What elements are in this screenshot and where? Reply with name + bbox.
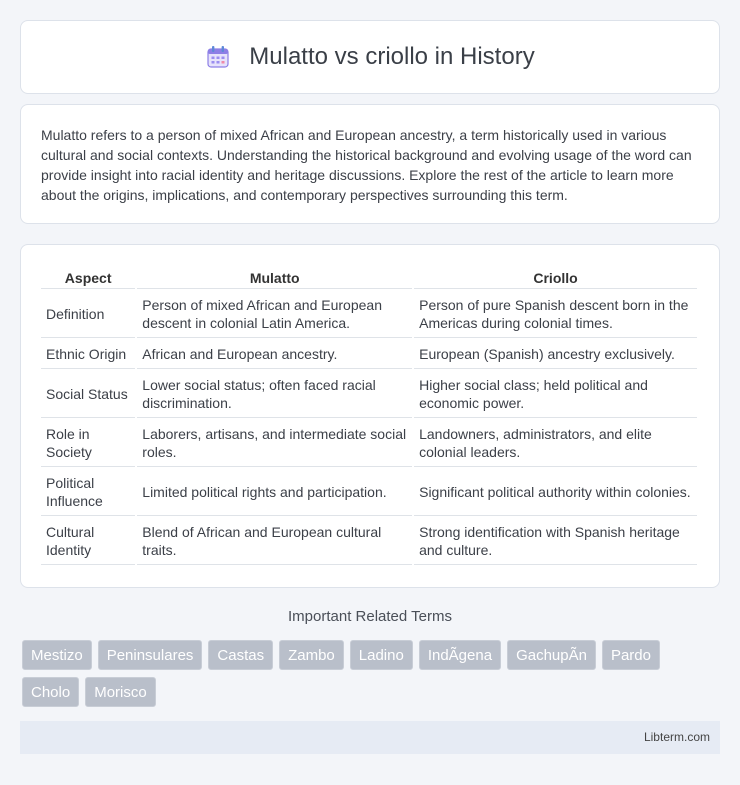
- table-row: [41, 469, 697, 516]
- table-cell-mulatto: Lower social status; often faced racial discrimination.: [137, 371, 412, 418]
- tag-pardo[interactable]: Pardo: [602, 640, 660, 670]
- table-cell-criollo: European (Spanish) ancestry exclusively.: [414, 340, 697, 369]
- page-title: Mulatto vs criollo in History: [249, 43, 535, 70]
- related-terms-tags: [22, 640, 722, 707]
- tag-zambo[interactable]: Zambo: [279, 640, 344, 670]
- tag-ladino[interactable]: Ladino: [350, 640, 413, 670]
- table-row: [41, 340, 697, 369]
- table-cell-aspect: Political Influence: [41, 469, 135, 516]
- table-cell-aspect: Ethnic Origin: [41, 340, 135, 369]
- footer: [20, 721, 720, 754]
- table-cell-aspect: Role in Society: [41, 420, 135, 467]
- column-header-mulatto: Mulatto: [137, 267, 412, 289]
- table-cell-mulatto: Blend of African and European cultural traits.: [137, 518, 412, 565]
- tag-peninsulares[interactable]: Peninsulares: [98, 640, 203, 670]
- table-row: [41, 420, 697, 467]
- table-row: [41, 518, 697, 565]
- header-card: [20, 20, 720, 94]
- table-cell-aspect: Social Status: [41, 371, 135, 418]
- intro-card: [20, 104, 720, 224]
- footer-site-link[interactable]: Libterm.com: [643, 730, 710, 744]
- table-row: [41, 371, 697, 418]
- table-cell-aspect: Definition: [41, 291, 135, 338]
- table-cell-mulatto: Person of mixed African and European descent in colonial Latin America.: [137, 291, 412, 338]
- header-inner: [205, 43, 534, 71]
- calendar-icon: [205, 44, 231, 70]
- intro-text: Mulatto refers to a person of mixed African and European ancestry, a term historically used in various cultural and social contexts. Understanding the historical background and evolving usage of the word can provide insight into racial identity and heritage discussions. Explore the rest of the article to learn more about the origins, implications, and contemporary perspectives surrounding this term.: [41, 127, 692, 203]
- column-header-aspect: Aspect: [41, 267, 135, 289]
- tag-mestizo[interactable]: Mestizo: [22, 640, 92, 670]
- tag-morisco[interactable]: Morisco: [85, 677, 156, 707]
- table-cell-criollo: Landowners, administrators, and elite colonial leaders.: [414, 420, 697, 467]
- table-header-row: [41, 267, 697, 289]
- column-header-criollo: Criollo: [414, 267, 697, 289]
- comparison-table-card: [20, 244, 720, 588]
- table-cell-criollo: Person of pure Spanish descent born in the Americas during colonial times.: [414, 291, 697, 338]
- tag-cholo[interactable]: Cholo: [22, 677, 79, 707]
- table-row: [41, 291, 697, 338]
- table-cell-mulatto: African and European ancestry.: [137, 340, 412, 369]
- related-terms-title: Important Related Terms: [288, 608, 452, 625]
- tag-indigena[interactable]: IndÃgena: [419, 640, 501, 670]
- table-cell-criollo: Strong identification with Spanish heritage and culture.: [414, 518, 697, 565]
- table-cell-mulatto: Laborers, artisans, and intermediate social roles.: [137, 420, 412, 467]
- tag-castas[interactable]: Castas: [208, 640, 273, 670]
- table-cell-criollo: Higher social class; held political and economic power.: [414, 371, 697, 418]
- tag-gachupin[interactable]: GachupÃn: [507, 640, 596, 670]
- table-cell-mulatto: Limited political rights and participation.: [137, 469, 412, 516]
- table-cell-criollo: Significant political authority within colonies.: [414, 469, 697, 516]
- comparison-table: [39, 265, 699, 567]
- table-cell-aspect: Cultural Identity: [41, 518, 135, 565]
